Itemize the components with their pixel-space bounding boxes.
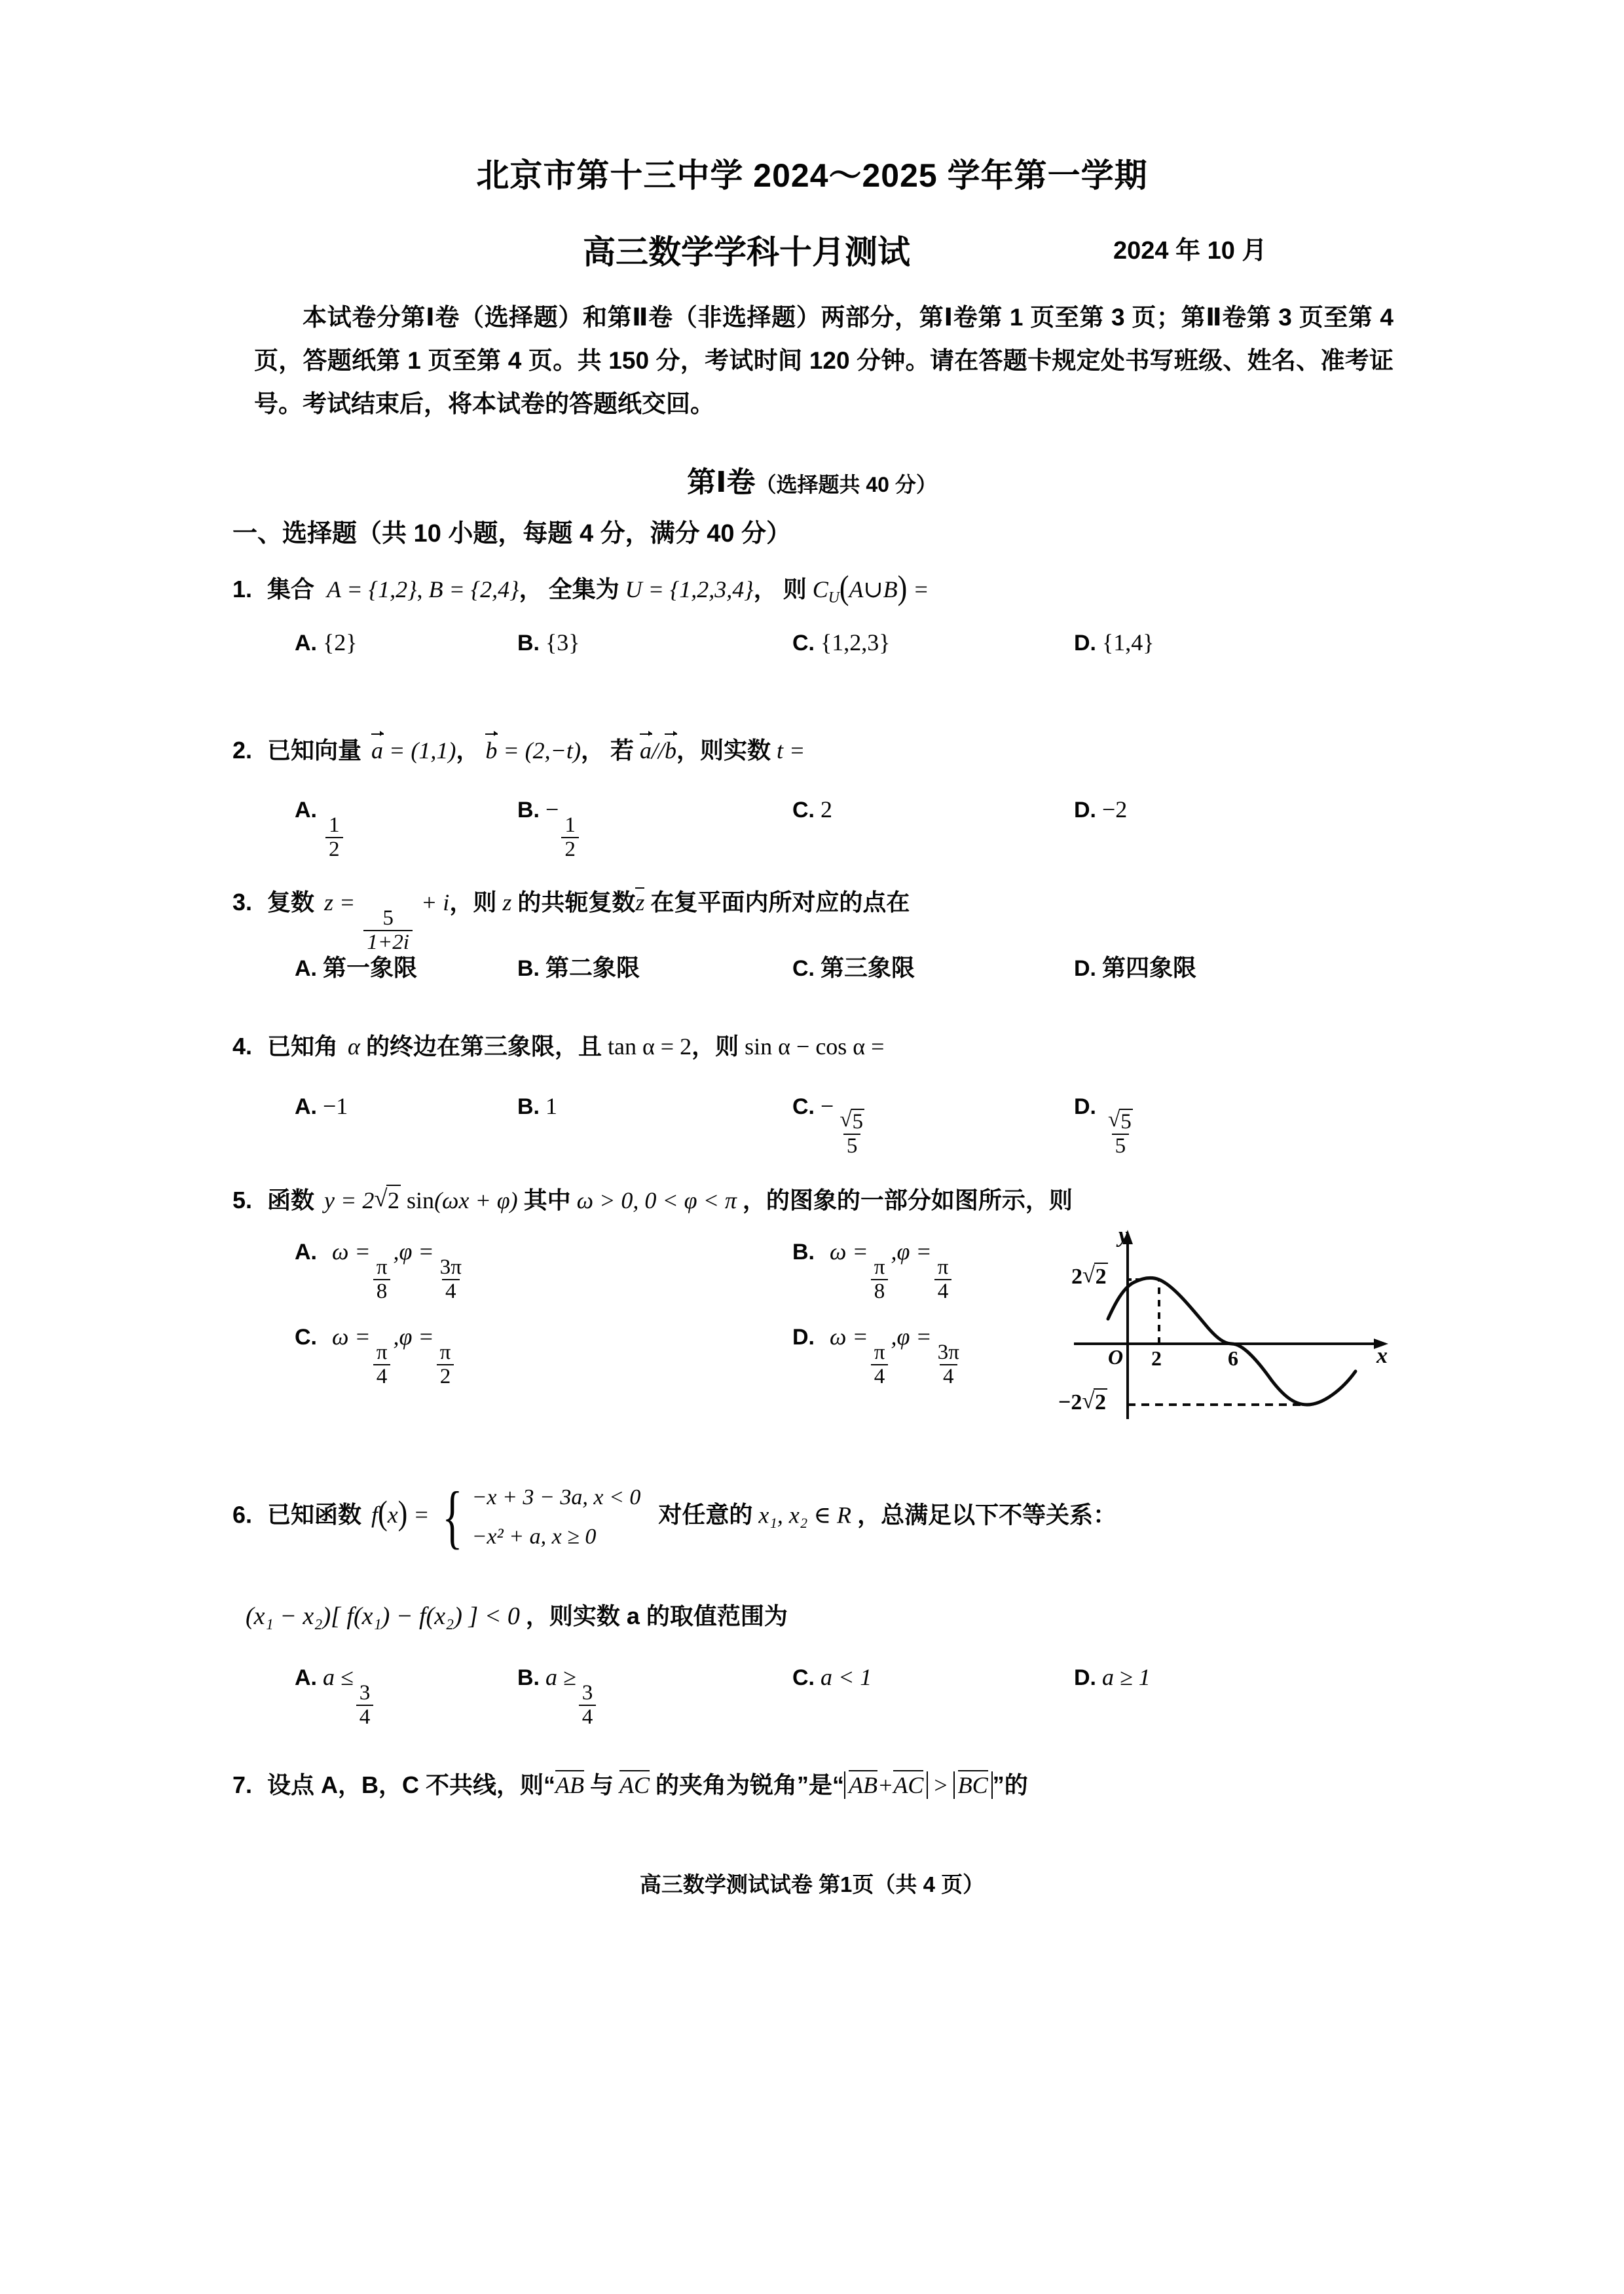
sqrt-icon: √ 2	[1082, 1388, 1107, 1415]
option-text: {2}	[323, 629, 358, 656]
option-label: D.	[1074, 1094, 1096, 1119]
question-6-tail: ，总满足以下不等关系：	[857, 1501, 1117, 1528]
question-7-tail: ”的	[992, 1771, 1028, 1798]
option-text: a < 1	[821, 1664, 872, 1690]
option-lead: a ≥	[545, 1664, 576, 1690]
option-label: C.	[792, 956, 815, 981]
option-label: A.	[295, 631, 317, 656]
question-7	[232, 1767, 1405, 1800]
option-fraction: $\frac{3}{4}$	[356, 1682, 374, 1728]
page-footer: 高三数学测试试卷 第1页（共 4 页）	[639, 1872, 985, 1896]
question-7-mid-2: 的夹角为锐角”是“	[655, 1771, 845, 1798]
option-label: C.	[792, 631, 815, 656]
x-axis-label: x	[1376, 1344, 1388, 1368]
sqrt-icon: √ 2	[1082, 1263, 1108, 1289]
option-label: C.	[295, 1325, 317, 1350]
option-expr: ω = $\frac{\pi}{8}$ ,φ = $\frac{\pi}{4}$	[830, 1238, 954, 1265]
option-expr: ω = $\frac{\pi}{8}$ ,φ = $\frac{3\pi}{4}$	[332, 1238, 462, 1303]
question-5-option-a[interactable]	[295, 1238, 468, 1303]
section-juan-note: （选择题共 40 分）	[755, 473, 937, 496]
question-5-cond-label: 其中	[523, 1187, 571, 1213]
sine-curve	[1108, 1278, 1356, 1405]
option-lead: a ≤	[323, 1664, 354, 1690]
question-4-stem: 已知角	[267, 1033, 339, 1060]
question-6-piecewise	[435, 1478, 641, 1557]
question-2-cond-label: 若	[610, 737, 634, 764]
question-6-option-c[interactable]	[792, 1663, 872, 1691]
question-2-var: t =	[777, 737, 805, 764]
option-label: A.	[295, 956, 317, 981]
option-label: A.	[295, 1240, 317, 1265]
option-text: {1,4}	[1102, 629, 1154, 656]
question-7-number: 7.	[232, 1771, 253, 1798]
piecewise-row-2: −x² + a, x ≥ 0	[471, 1525, 597, 1549]
question-4-option-b[interactable]	[517, 1092, 557, 1120]
question-1-option-d[interactable]	[1074, 629, 1154, 656]
question-4: 4. 已知角 α 的终边在第三象限，且 tan α = 2，则 sin α − cos α =	[232, 1033, 885, 1060]
option-fraction: √ $\frac{5}{5}$	[1105, 1109, 1136, 1157]
question-1-set-u: U = {1,2,3,4}	[625, 576, 754, 602]
question-3-number: 3.	[232, 889, 253, 916]
option-label: C.	[792, 798, 815, 823]
option-expr: ω = $\frac{\pi}{4}$ ,φ = $\frac{3\pi}{4}$	[830, 1323, 959, 1388]
question-2-option-c[interactable]	[792, 796, 832, 823]
sqrt-icon: √ 5	[840, 1109, 864, 1133]
question-7-stem: 设点 A，B，C 不共线，则“	[267, 1771, 556, 1798]
option-label: B.	[517, 798, 540, 823]
question-5-function: y = 2 √ 2 sin(ωx + φ)	[324, 1187, 518, 1213]
paper-section-heading	[0, 458, 1624, 500]
question-6-inequality-line	[246, 1598, 1398, 1631]
option-text: 2	[821, 796, 832, 823]
question-4-number: 4.	[232, 1033, 253, 1060]
option-label: D.	[1074, 1665, 1096, 1690]
option-text: {3}	[545, 629, 580, 656]
question-2-vector-a: a = (1,1)	[371, 737, 456, 764]
sqrt-icon: √ 5	[1108, 1109, 1133, 1133]
question-5-figure	[1058, 1219, 1395, 1422]
question-5	[232, 1182, 1385, 1215]
question-3-stem: 复数	[267, 889, 315, 916]
question-1-stem: 集合	[267, 576, 315, 602]
question-6-inequality: (x₁ − x₂)[ f(x₁) − f(x₂) ] < 0	[246, 1602, 520, 1630]
question-2-number: 2.	[232, 737, 253, 764]
question-4-option-c[interactable]	[792, 1092, 870, 1157]
question-2-option-d[interactable]	[1074, 796, 1127, 823]
question-6	[232, 1478, 1398, 1557]
option-sign: −	[821, 1093, 834, 1119]
option-label: B.	[517, 956, 540, 981]
question-4-tan: tan α = 2	[607, 1033, 692, 1060]
amplitude-top-label: 2 √ 2	[1071, 1263, 1108, 1289]
question-3-z-symbol: z	[502, 889, 512, 916]
option-fraction: √ $\frac{5}{5}$	[836, 1109, 868, 1157]
option-label: D.	[792, 1325, 815, 1350]
question-5-number: 5.	[232, 1187, 253, 1213]
question-1-stem-tail: 则	[783, 576, 807, 602]
question-6-stem: 已知函数	[267, 1501, 362, 1528]
option-label: B.	[517, 1094, 540, 1119]
option-expr: ω = $\frac{\pi}{4}$ ,φ = $\frac{\pi}{2}$	[332, 1323, 456, 1350]
question-4-expression: sin α − cos α =	[745, 1033, 885, 1060]
question-7-gt-sign: >	[934, 1772, 948, 1798]
option-text: 1	[545, 1093, 557, 1119]
question-3-option-b[interactable]	[517, 950, 640, 983]
option-fraction: $\frac{3}{4}$	[579, 1682, 597, 1728]
exam-date: 2024 年 10 月	[1113, 237, 1267, 265]
question-3-z-conjugate: z	[635, 889, 645, 916]
question-1: 1. 集合 A = {1,2}, B = {2,4}， 全集为 U = {1,2,3,4}， 则 $C_U(A\cup B)$ =	[232, 568, 929, 607]
question-5-stem: 函数	[267, 1187, 315, 1213]
option-text: −1	[323, 1093, 348, 1119]
question-6-number: 6.	[232, 1501, 253, 1528]
question-2-parallel: a//b	[640, 737, 676, 764]
option-label: B.	[517, 1665, 540, 1690]
option-fraction: $\frac{1}{2}$	[325, 814, 343, 860]
option-label: A.	[295, 798, 317, 823]
question-1-option-c[interactable]	[792, 629, 891, 656]
exam-title: 高三数学学科十月测试	[583, 234, 910, 270]
z-fraction: $\frac{5}{1+2i}$	[363, 907, 413, 953]
question-7-vector-ac: AC	[619, 1772, 650, 1798]
question-7-vector-ab: AB	[555, 1772, 585, 1798]
piecewise-row-1: −x + 3 − 3a, x < 0	[471, 1485, 641, 1509]
question-1-set-a: A = {1,2}	[327, 576, 417, 602]
question-3: 3. 复数 z = $\frac{5}{1+2i}$ + i，则 z 的共轭复数z 在复平面内所对应的点在	[232, 889, 910, 954]
option-text: 第一象限	[323, 954, 418, 981]
tick-label-6: 6	[1228, 1346, 1238, 1370]
question-1-number: 1.	[232, 576, 253, 602]
sine-graph-svg	[1067, 1219, 1395, 1422]
option-label: A.	[295, 1094, 317, 1119]
option-label: C.	[792, 1665, 815, 1690]
option-text: 第三象限	[821, 954, 915, 981]
question-2: 2. 已知向量 a = (1,1)， b = (2,−t)， 若 a//b，则实数 t =	[232, 737, 805, 764]
question-1-set-b: B = {2,4}	[428, 576, 519, 602]
question-5-tail: ，的图象的一部分如图所示，则	[742, 1187, 1073, 1213]
question-4-mid: 的终边在第三象限，且	[365, 1033, 602, 1060]
question-4-option-a[interactable]	[295, 1092, 348, 1120]
question-7-abs-sum: AB+AC	[844, 1771, 928, 1799]
origin-label: O	[1108, 1345, 1124, 1369]
question-5-option-c[interactable]	[295, 1323, 456, 1388]
question-2-vector-b: b = (2,−t)	[485, 737, 581, 764]
question-6-mid: 对任意的	[658, 1501, 753, 1528]
question-1-expression: $C_U(A\cup B)$ =	[812, 568, 929, 607]
question-3-option-a[interactable]	[295, 950, 417, 983]
school-title: 北京市第十三中学 2024～2025 学年第一学期	[476, 157, 1148, 194]
question-2-stem: 已知向量	[267, 737, 362, 764]
exam-instructions: 本试卷分第Ⅰ卷（选择题）和第Ⅱ卷（非选择题）两部分，第Ⅰ卷第 1 页至第 3 页；第Ⅱ卷第 3 页至第 4 页，答题纸第 1 页至第 4 页。共 150 分，考试时间 120 分钟。请在答题卡规定处书写班级、姓名、准考证号。考试结束后，将本试卷的答题纸交回。	[254, 304, 1393, 417]
question-5-option-d[interactable]	[792, 1323, 965, 1388]
option-sign: −	[545, 796, 559, 823]
question-4-option-d[interactable]	[1074, 1092, 1139, 1157]
option-label: C.	[792, 1094, 815, 1119]
question-3-tail: 在复平面内所对应的点在	[650, 889, 910, 916]
question-2-option-a[interactable]	[295, 796, 346, 860]
question-4-angle: α	[348, 1033, 360, 1060]
option-label: D.	[1074, 798, 1096, 823]
option-label: A.	[295, 1665, 317, 1690]
tick-label-2: 2	[1151, 1346, 1162, 1370]
question-5-option-b[interactable]	[792, 1238, 954, 1303]
option-text: {1,2,3}	[821, 629, 891, 656]
option-label: D.	[1074, 631, 1096, 656]
question-3-option-d[interactable]	[1074, 950, 1196, 983]
option-text: −2	[1102, 796, 1128, 823]
question-1-option-b[interactable]	[517, 629, 580, 656]
option-fraction: $\frac{1}{2}$	[561, 814, 579, 860]
amplitude-bottom-label: −2 √ 2	[1058, 1388, 1107, 1415]
question-6-function-label: f(x) =	[371, 1494, 430, 1532]
question-7-abs-bc: BC	[953, 1771, 993, 1799]
question-6-option-a[interactable]	[295, 1663, 376, 1728]
brace-icon: {	[441, 1478, 463, 1557]
question-7-mid-1: 与	[590, 1771, 614, 1798]
question-1-option-a[interactable]	[295, 629, 358, 656]
option-label: D.	[1074, 956, 1096, 981]
sqrt-icon: √ 2	[374, 1185, 401, 1214]
exam-title-row	[0, 226, 1624, 270]
question-6-inequality-tail: ，则实数 a 的取值范围为	[525, 1602, 788, 1629]
section-juan-label: 第Ⅰ卷	[687, 466, 756, 498]
question-2-option-b[interactable]	[517, 796, 581, 860]
question-1-universe-label: 全集为	[548, 576, 619, 602]
question-5-condition: ω > 0, 0 < φ < π	[576, 1187, 737, 1213]
question-6-vars: x₁, x₂ ∈ R	[758, 1502, 852, 1528]
part-one-heading: 一、选择题（共 10 小题，每题 4 分，满分 40 分）	[232, 520, 792, 547]
question-6-option-b[interactable]	[517, 1663, 599, 1728]
option-text: 第四象限	[1102, 954, 1197, 981]
option-label: B.	[792, 1240, 815, 1265]
option-label: B.	[517, 631, 540, 656]
question-3-option-c[interactable]	[792, 950, 915, 983]
y-axis-label: y	[1118, 1223, 1129, 1248]
option-text: a ≥ 1	[1102, 1664, 1151, 1690]
option-text: 第二象限	[545, 954, 640, 981]
question-6-option-d[interactable]	[1074, 1663, 1151, 1691]
question-3-z-expression: z = $\frac{5}{1+2i}$ + i	[324, 889, 450, 954]
